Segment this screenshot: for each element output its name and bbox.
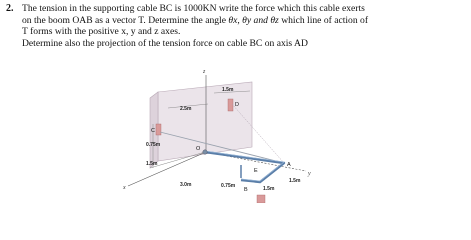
point-e-label: E (254, 168, 258, 174)
point-a-label: A (287, 162, 291, 168)
point-o-label: O (196, 146, 201, 152)
bracket-c (156, 124, 161, 135)
point-c-label: C (151, 128, 155, 134)
line-2-separator-1: , (237, 14, 243, 26)
dim-label-1-5-top: 1.5m (222, 87, 234, 93)
theta-x-symbol: θx (228, 14, 238, 26)
dim-label-1-5-left: 1.5m (146, 161, 158, 167)
dim-label-3-0: 3.0m (180, 182, 192, 188)
problem-line-1: The tension in the supporting cable BC is 1000KN write the force which this cable exerts (22, 3, 365, 14)
dim-label-1-5-bottom: 1.5m (263, 186, 275, 192)
axis-x-label: x (123, 185, 126, 191)
axis-y-label: y (308, 171, 311, 177)
dim-label-0-75-left: 0.75m (146, 142, 161, 148)
dim-label-2-5: 2.5m (180, 106, 192, 112)
theta-z-symbol: θz (270, 14, 279, 26)
theta-y-symbol: θy (242, 14, 252, 26)
problem-number: 2. (6, 3, 14, 14)
foot-b (257, 195, 265, 203)
point-b-label: B (244, 187, 248, 193)
axis-z-label: z (203, 69, 206, 75)
point-d-label: D (235, 102, 239, 108)
boom-highlight (205, 151, 284, 181)
back-wall (158, 82, 252, 161)
problem-line-4: Determine also the projection of the tension force on cable BC on axis AD (22, 37, 308, 49)
pin-o (203, 150, 207, 154)
line-2-text-start: on the boom OAB as a vector T. Determine the angle (22, 14, 229, 26)
dim-label-0-75-bottom: 0.75m (221, 183, 236, 189)
bracket-d (228, 99, 233, 111)
line-2-separator-2: and (251, 14, 271, 26)
dim-label-1-5-right: 1.5m (289, 178, 301, 184)
problem-line-3: T forms with the positive x, y and z axes. (22, 26, 181, 38)
line-2-text-end: which line of action of (278, 14, 369, 26)
